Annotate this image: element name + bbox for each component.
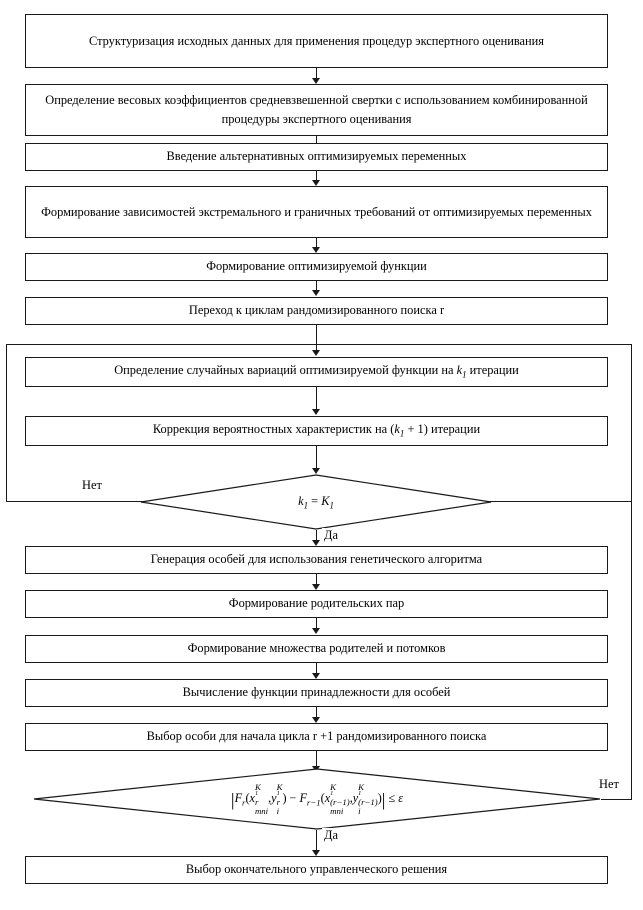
- node-label: Определение весовых коэффициентов средневзвешенной свертки с использованием комбинированной процедуры экспертного оценивания: [45, 93, 588, 126]
- connector: [316, 446, 317, 470]
- node-form-parents-offspring-set: [25, 635, 608, 663]
- node-alternative-variables: [25, 143, 608, 171]
- node-form-parent-pairs: [25, 590, 608, 618]
- node-weight-coefficients: [25, 84, 608, 136]
- node-label: Генерация особей для использования генетического алгоритма: [150, 552, 483, 566]
- node-final-management-decision: [25, 856, 608, 884]
- node-generate-individuals: [25, 546, 608, 574]
- edge-label-no-1: Нет: [82, 478, 102, 492]
- node-random-variations: [25, 357, 608, 387]
- node-label: Переход к циклам рандомизированного поиска r: [188, 303, 445, 317]
- decision-label: $k_1 = K_1$: [298, 493, 334, 511]
- node-structuring-input-data: [25, 14, 608, 68]
- node-correct-probability-characteristics: [25, 416, 608, 446]
- node-select-individual-next-cycle: [25, 723, 608, 751]
- node-label: Вычисление функции принадлежности для особей: [182, 685, 451, 699]
- arrowhead: [312, 350, 320, 356]
- connector: [316, 830, 317, 852]
- node-label: Структуризация исходных данных для применения процедур экспертного оценивания: [88, 33, 545, 48]
- connector: [316, 387, 317, 411]
- node-label: Формирование множества родителей и потомков: [187, 641, 446, 655]
- edge-label-yes-2: Да: [324, 828, 338, 842]
- no-branch-return-line: [631, 344, 632, 799]
- edge-label-no-2: Нет: [599, 777, 619, 791]
- decision-label: $|F_r(x$ K 1 r mni ,y K 1 r i ) − $F_{r-1}(x$ K 1 (r−1) mni ,y K 1 (r−1) i )| ≤ ε: [230, 781, 404, 816]
- node-label: Выбор окончательного управленческого решения: [185, 862, 448, 876]
- edge-label-yes-1: Да: [324, 528, 338, 542]
- connector: [316, 325, 317, 352]
- decision-k1-equals-K1: [140, 474, 492, 530]
- node-label: Формирование родительских пар: [228, 596, 405, 610]
- no-branch-line-2: [601, 799, 632, 800]
- arrowhead: [312, 290, 320, 296]
- node-label: Формирование оптимизируемой функции: [206, 259, 427, 273]
- no-branch-line: [7, 501, 141, 502]
- node-extremal-boundary-dependencies: [25, 186, 608, 238]
- node-label: Выбор особи для начала цикла r +1 рандомизированного поиска: [146, 729, 487, 743]
- node-label: Формирование зависимостей экстремального и граничных требований от оптимизируемых переменных: [41, 204, 592, 219]
- node-form-objective-function: [25, 253, 608, 281]
- node-enter-random-search-cycles: [25, 297, 608, 325]
- decision-convergence-criterion: [33, 768, 601, 830]
- arrowhead: [312, 628, 320, 634]
- node-compute-membership-function: [25, 679, 608, 707]
- node-label: Введение альтернативных оптимизируемых переменных: [166, 149, 467, 163]
- node-label: Коррекция вероятностных характеристик на $(k_1 + 1)$ итерации: [152, 422, 481, 439]
- arrowhead: [312, 409, 320, 415]
- node-label: Определение случайных вариаций оптимизируемой функции на $k_1$ итерации: [114, 363, 519, 380]
